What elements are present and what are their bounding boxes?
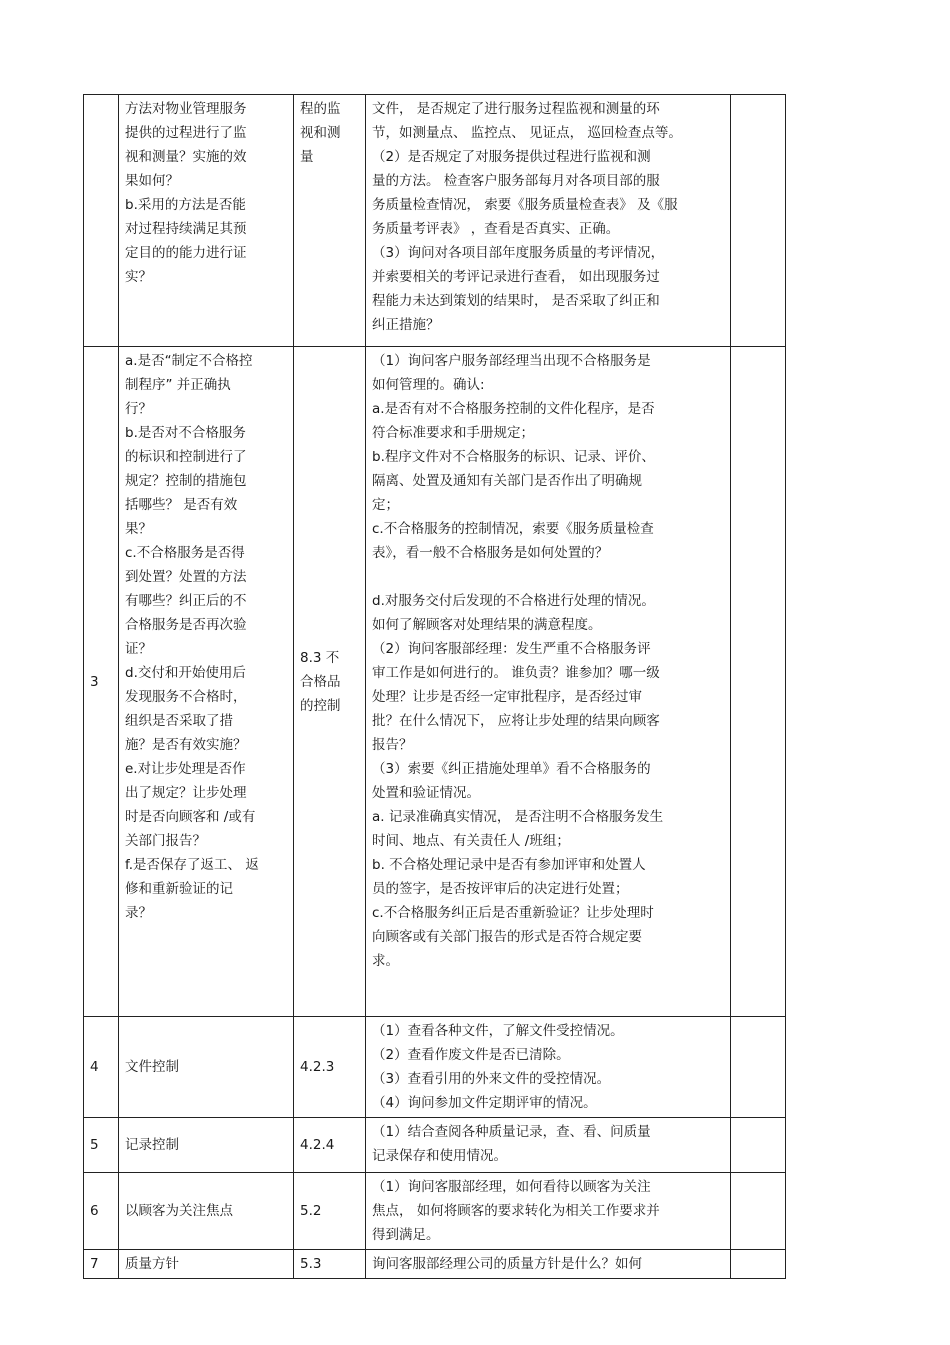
audit-question-line: 发现服务不合格时，	[125, 689, 247, 705]
audit-method-line: 程能力未达到策划的结果时， 是否采取了纠正和	[372, 293, 660, 309]
clause-line: 5.3	[300, 1256, 322, 1272]
row-number-cell	[84, 1118, 119, 1173]
remarks-cell	[731, 95, 786, 347]
audit-question-line: 定目的的能力进行证	[125, 245, 247, 261]
table-row	[84, 95, 786, 347]
audit-method-line: 务质量考评表》 ，查看是否真实、正确。	[372, 221, 620, 237]
audit-question-line: b.是否对不合格服务	[125, 425, 246, 441]
audit-question-line: 方法对物业管理服务	[125, 101, 247, 117]
audit-method-line: （3）索要《纠正措施处理单》看不合格服务的	[372, 761, 651, 777]
audit-method-line: 批？在什么情况下， 应将让步处理的结果向顾客	[372, 713, 660, 729]
audit-method-line: 务质量检查情况， 索要《服务质量检查表》 及《服	[372, 197, 678, 213]
audit-method-line: （1）结合查阅各种质量记录，查、看、问质量	[372, 1124, 651, 1140]
audit-method-line: 量的方法。 检查客户服务部每月对各项目部的服	[372, 173, 660, 189]
audit-question-cell	[119, 1173, 294, 1250]
row-number: 7	[90, 1256, 99, 1272]
audit-method-line: （1）查看各种文件，了解文件受控情况。	[372, 1023, 624, 1039]
audit-method-line: 报告？	[372, 737, 413, 753]
audit-question-cell	[119, 1250, 294, 1279]
clause-cell	[294, 1250, 366, 1279]
audit-method-line: a. 记录准确真实情况， 是否注明不合格服务发生	[372, 809, 664, 825]
audit-method-line: 求。	[372, 953, 399, 969]
audit-question-line: 合格服务是否再次验	[125, 617, 247, 633]
clause-line: 5.2	[300, 1203, 322, 1219]
audit-question-line: 组织是否采取了措	[125, 713, 233, 729]
row-number: 3	[90, 673, 99, 690]
audit-question-line: 制程序” 并正确执	[125, 377, 231, 393]
audit-method-line: 焦点， 如何将顾客的要求转化为相关工作要求并	[372, 1203, 660, 1219]
row-number: 6	[90, 1203, 99, 1219]
row-number-cell	[84, 1017, 119, 1118]
audit-question-line: 视和测量？实施的效	[125, 149, 247, 165]
clause-cell	[294, 1173, 366, 1250]
audit-method-line: （3）询问对各项目部年度服务质量的考评情况，	[372, 245, 665, 261]
table-row	[84, 347, 786, 1017]
audit-method-cell	[366, 1173, 731, 1250]
audit-question-line: 出了规定？让步处理	[125, 785, 247, 801]
audit-method-line: 得到满足。	[372, 1227, 440, 1243]
audit-question-line: 修和重新验证的记	[125, 881, 233, 897]
audit-method-line: （3）查看引用的外来文件的受控情况。	[372, 1071, 611, 1087]
clause-cell	[294, 1017, 366, 1118]
audit-question-line: 规定？控制的措施包	[125, 473, 247, 489]
audit-question-line: d.交付和开始使用后	[125, 665, 246, 681]
remarks-cell	[731, 347, 786, 1017]
clause-cell	[294, 1118, 366, 1173]
audit-method-line: 员的签字，是否按评审后的决定进行处置；	[372, 881, 629, 897]
audit-method-line: （2）是否规定了对服务提供过程进行监视和测	[372, 149, 651, 165]
audit-method-line: （2）询问客服部经理：发生严重不合格服务评	[372, 641, 651, 657]
audit-question-line: 的标识和控制进行了	[125, 449, 247, 465]
audit-method-line: （4）询问参加文件定期评审的情况。	[372, 1095, 597, 1111]
audit-checklist-table	[83, 94, 786, 1279]
audit-method-cell	[366, 1250, 731, 1279]
row-number: 5	[90, 1137, 99, 1153]
clause-line: 量	[300, 149, 314, 165]
audit-method-line: 文件， 是否规定了进行服务过程监视和测量的环	[372, 101, 660, 117]
audit-question-line: 到处置？处置的方法	[125, 569, 247, 585]
audit-question-line: b.采用的方法是否能	[125, 197, 246, 213]
remarks-cell	[731, 1118, 786, 1173]
clause-line: 4.2.3	[300, 1059, 335, 1075]
clause-line: 合格品	[300, 673, 341, 690]
audit-method-line: 纠正措施？	[372, 317, 440, 333]
audit-method-line: 定；	[372, 497, 399, 513]
row-number-cell	[84, 1173, 119, 1250]
audit-question-line: 以顾客为关注焦点	[125, 1203, 233, 1219]
audit-method-line: 处置和验证情况。	[372, 785, 480, 801]
audit-question-line: 证？	[125, 641, 152, 657]
audit-method-line	[372, 565, 724, 589]
audit-method-line: 隔离、处置及通知有关部门是否作出了明确规	[372, 473, 642, 489]
audit-method-line: 审工作是如何进行的。 谁负责？谁参加？哪一级	[372, 665, 660, 681]
audit-question-line: 对过程持续满足其预	[125, 221, 247, 237]
remarks-cell	[731, 1173, 786, 1250]
audit-method-line: 并索要相关的考评记录进行查看， 如出现服务过	[372, 269, 660, 285]
audit-question-cell	[119, 347, 294, 1017]
audit-question-line: 时是否向顾客和 /或有	[125, 809, 256, 825]
audit-question-line: a.是否“制定不合格控	[125, 353, 253, 369]
audit-method-line: 向顾客或有关部门报告的形式是否符合规定要	[372, 929, 642, 945]
table-body	[84, 95, 786, 1279]
audit-question-line: 关部门报告？	[125, 833, 206, 849]
table-row	[84, 1250, 786, 1279]
audit-method-line: d.对服务交付后发现的不合格进行处理的情况。	[372, 593, 655, 609]
audit-question-line: 施？是否有效实施？	[125, 737, 247, 753]
audit-question-line: 有哪些？纠正后的不	[125, 593, 247, 609]
audit-question-line: 质量方针	[125, 1256, 179, 1272]
audit-method-line: 询问客服部经理公司的质量方针是什么？如何	[372, 1256, 642, 1272]
audit-method-line: 时间、地点、有关责任人 /班组；	[372, 833, 570, 849]
audit-method-line: 如何了解顾客对处理结果的满意程度。	[372, 617, 602, 633]
clause-line: 视和测	[300, 125, 341, 141]
remarks-cell	[731, 1017, 786, 1118]
audit-question-line: 录？	[125, 905, 152, 921]
audit-question-line: 括哪些？ 是否有效	[125, 497, 238, 513]
audit-method-line: b. 不合格处理记录中是否有参加评审和处置人	[372, 857, 646, 873]
audit-method-line: a.是否有对不合格服务控制的文件化程序，是否	[372, 401, 655, 417]
audit-method-line: 表》，看一般不合格服务是如何处置的？	[372, 545, 609, 561]
table-row	[84, 1017, 786, 1118]
audit-method-cell	[366, 1017, 731, 1118]
audit-question-line: 文件控制	[125, 1059, 179, 1075]
audit-method-cell	[366, 347, 731, 1017]
audit-method-line: （1）询问客服部经理，如何看待以顾客为关注	[372, 1179, 651, 1195]
audit-question-line: 果如何？	[125, 173, 179, 189]
clause-line: 的控制	[300, 697, 341, 714]
audit-question-cell	[119, 1017, 294, 1118]
row-number-cell	[84, 95, 119, 347]
clause-cell	[294, 347, 366, 1017]
audit-question-cell	[119, 1118, 294, 1173]
audit-method-line: c.不合格服务纠正后是否重新验证？让步处理时	[372, 905, 654, 921]
audit-question-line: 记录控制	[125, 1137, 179, 1153]
table-row	[84, 1173, 786, 1250]
audit-method-line: 记录保存和使用情况。	[372, 1148, 507, 1164]
audit-method-line: （1）询问客户服务部经理当出现不合格服务是	[372, 353, 651, 369]
audit-method-line: （2）查看作废文件是否已清除。	[372, 1047, 570, 1063]
audit-method-line: 处理？让步是否经一定审批程序，是否经过审	[372, 689, 642, 705]
audit-question-line: f.是否保存了返工、 返	[125, 857, 259, 873]
table-row	[84, 1118, 786, 1173]
audit-question-line: 提供的过程进行了监	[125, 125, 247, 141]
remarks-cell	[731, 1250, 786, 1279]
clause-line: 8.3 不	[300, 649, 340, 666]
audit-question-cell	[119, 95, 294, 347]
audit-method-cell	[366, 1118, 731, 1173]
row-number: 4	[90, 1059, 99, 1075]
row-number-cell	[84, 347, 119, 1017]
audit-question-line: 果？	[125, 521, 152, 537]
audit-method-line: 如何管理的。确认:	[372, 377, 485, 393]
audit-question-line: 实？	[125, 269, 152, 285]
clause-cell	[294, 95, 366, 347]
audit-method-line: 符合标准要求和手册规定；	[372, 425, 534, 441]
audit-method-line: c.不合格服务的控制情况，索要《服务质量检查	[372, 521, 654, 537]
audit-question-line: c.不合格服务是否得	[125, 545, 245, 561]
row-number-cell	[84, 1250, 119, 1279]
audit-method-line: 节，如测量点、 监控点、 见证点， 巡回检查点等。	[372, 125, 682, 141]
clause-line: 程的监	[300, 101, 341, 117]
audit-question-line: e.对让步处理是否作	[125, 761, 246, 777]
clause-line: 4.2.4	[300, 1137, 335, 1153]
audit-method-line: b.程序文件对不合格服务的标识、记录、评价、	[372, 449, 655, 465]
audit-method-cell	[366, 95, 731, 347]
audit-question-line: 行？	[125, 401, 152, 417]
